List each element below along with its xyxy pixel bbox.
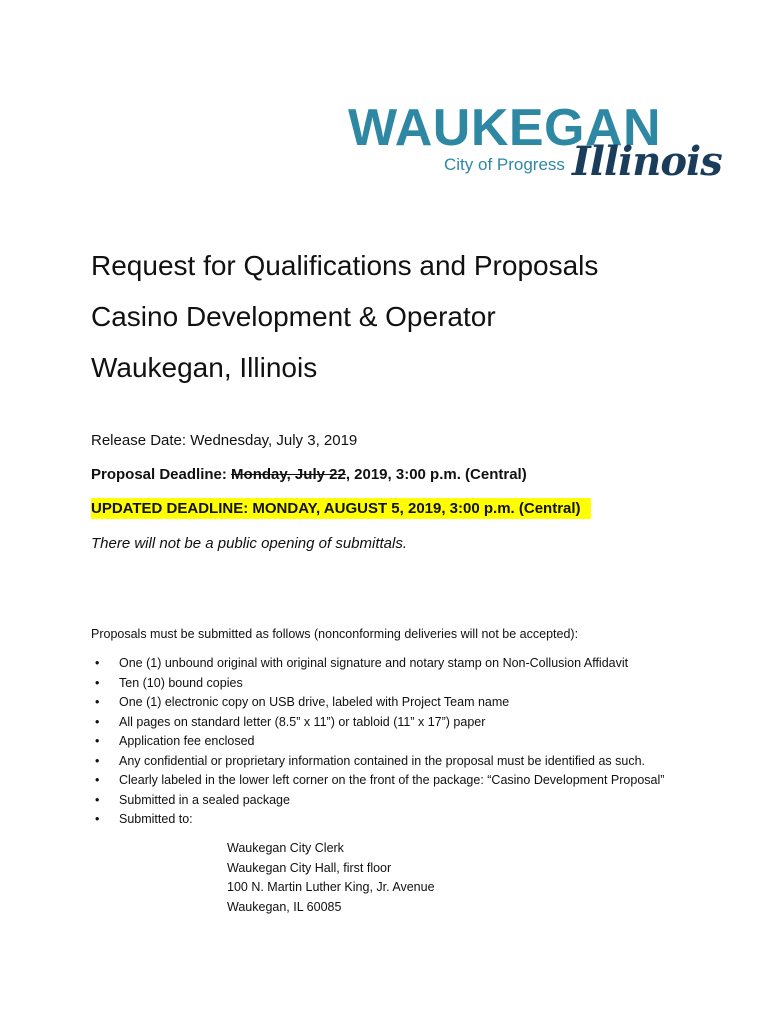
- document-subtitle: Casino Development & Operator: [91, 301, 496, 332]
- document-title: Request for Qualifications and Proposals: [91, 250, 599, 281]
- bullet-icon: •: [95, 773, 100, 787]
- logo-tagline: City of Progress: [444, 155, 565, 174]
- list-item: • One (1) electronic copy on USB drive, labeled with Project Team name: [91, 693, 664, 713]
- logo-wordmark: WAUKEGAN: [348, 99, 662, 157]
- list-item: • Submitted to:: [91, 810, 664, 830]
- list-item: • All pages on standard letter (8.5” x 11”) or tabloid (11” x 17”) paper: [91, 713, 664, 733]
- deadline-rest: , 2019, 3:00 p.m. (Central): [345, 466, 527, 483]
- release-date: Release Date: Wednesday, July 3, 2019: [91, 432, 358, 449]
- document-location: Waukegan, Illinois: [91, 352, 318, 383]
- list-item: • One (1) unbound original with original signature and notary stamp on Non-Collusion Affidavit: [91, 654, 664, 674]
- list-item: • Submitted in a sealed package: [91, 791, 664, 811]
- proposal-deadline: [91, 466, 527, 483]
- submission-requirements-list: [91, 654, 664, 830]
- bullet-icon: •: [95, 792, 100, 807]
- address-line: Waukegan City Clerk: [227, 841, 344, 855]
- submission-intro: Proposals must be submitted as follows (nonconforming deliveries will not be accepted):: [91, 627, 579, 641]
- list-item: • Ten (10) bound copies: [91, 674, 664, 694]
- deadline-struck-date: Monday, July 22: [231, 466, 346, 483]
- public-opening-note: There will not be a public opening of submittals.: [91, 535, 408, 552]
- deadline-label: Proposal Deadline:: [91, 466, 232, 483]
- updated-deadline: [91, 500, 591, 517]
- bullet-icon: •: [95, 714, 100, 729]
- bullet-icon: •: [95, 656, 100, 670]
- logo-state-script: Illinois: [572, 138, 722, 185]
- mailing-address: [227, 839, 435, 917]
- updated-deadline-text: UPDATED DEADLINE: MONDAY, AUGUST 5, 2019, 3:00 p.m. (Central): [91, 498, 591, 519]
- address-line: Waukegan City Hall, first floor: [227, 860, 392, 875]
- bullet-icon: •: [95, 675, 100, 690]
- list-item: • Clearly labeled in the lower left corner on the front of the package: “Casino Development Proposal”: [91, 771, 664, 791]
- address-line: Waukegan, IL 60085: [227, 899, 342, 914]
- address-line: 100 N. Martin Luther King, Jr. Avenue: [227, 880, 435, 894]
- city-logo: [348, 98, 722, 193]
- list-item: • Application fee enclosed: [91, 732, 664, 752]
- bullet-icon: •: [95, 695, 100, 709]
- bullet-icon: •: [95, 734, 100, 748]
- bullet-icon: •: [95, 812, 100, 826]
- list-item: • Any confidential or proprietary information contained in the proposal must be identified as such.: [91, 752, 664, 772]
- bullet-icon: •: [95, 753, 100, 768]
